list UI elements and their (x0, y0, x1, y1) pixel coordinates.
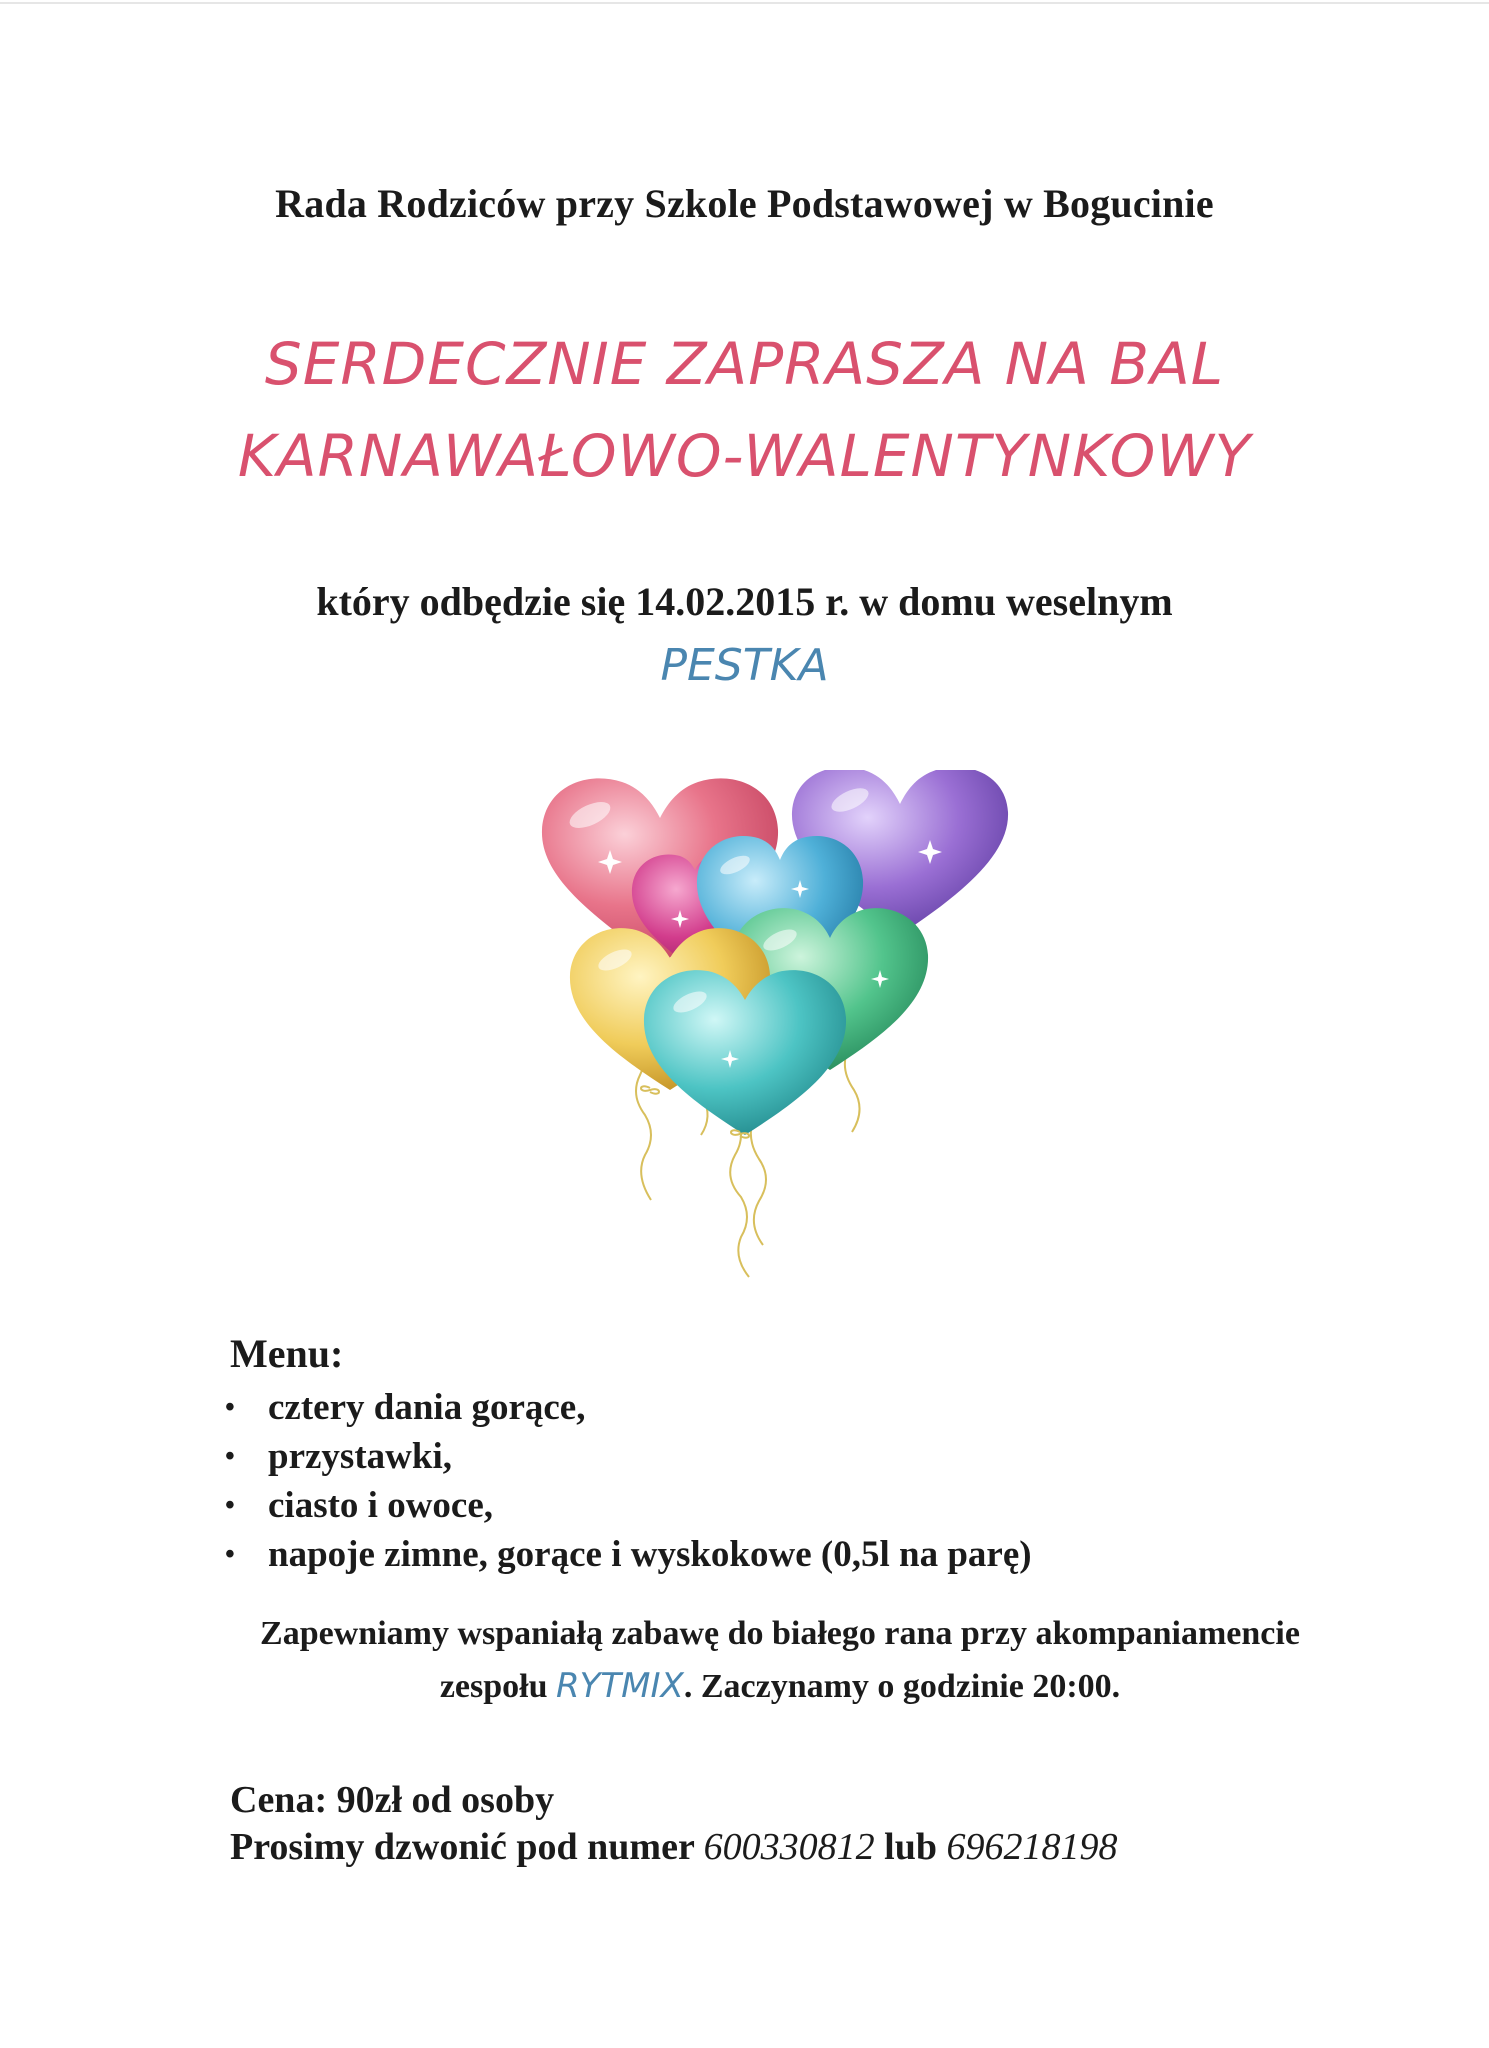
scan-edge-line (0, 2, 1489, 4)
entertainment-info (0, 1608, 1489, 1713)
phone-number-2: 696218198 (946, 1826, 1118, 1868)
menu-item: • napoje zimne, gorące i wyskokowe (0,5l na parę) (225, 1530, 1032, 1579)
menu-heading: Menu: (230, 1331, 344, 1376)
invitation-title-line-1: SERDECZNIE ZAPRASZA NA BAL (264, 330, 1225, 398)
phone-number-1: 600330812 (703, 1826, 875, 1868)
menu-item: • przystawki, (225, 1432, 1032, 1481)
menu-item: • cztery dania gorące, (225, 1383, 1032, 1432)
band-name: RYTMIX (556, 1666, 684, 1706)
contact-joiner: lub (874, 1826, 947, 1868)
entertainment-info-line-1: Zapewniamy wspaniałą zabawę do białego rana przy akompaniamencie (260, 1615, 1300, 1652)
event-date-line: który odbędzie się 14.02.2015 r. w domu weselnym (316, 579, 1173, 624)
info-text: . Zaczynamy o godzinie 20:00. (683, 1668, 1121, 1705)
venue-name: PESTKA (660, 640, 829, 691)
info-text: zespołu (439, 1668, 557, 1705)
menu-item: • ciasto i owoce, (225, 1481, 1032, 1530)
invitation-title-line-2: KARNAWAŁOWO-WALENTYNKOWY (237, 422, 1252, 490)
heart-balloons-icon (530, 770, 1030, 1290)
menu-list (225, 1383, 1032, 1579)
entertainment-info-line-2 (0, 1660, 1489, 1713)
ticket-price: Cena: 90zł od osoby (230, 1779, 555, 1821)
contact-line (230, 1825, 1117, 1869)
organizer-heading: Rada Rodziców przy Szkole Podstawowej w Bogucinie (275, 181, 1214, 226)
contact-prefix: Prosimy dzwonić pod numer (230, 1826, 704, 1868)
